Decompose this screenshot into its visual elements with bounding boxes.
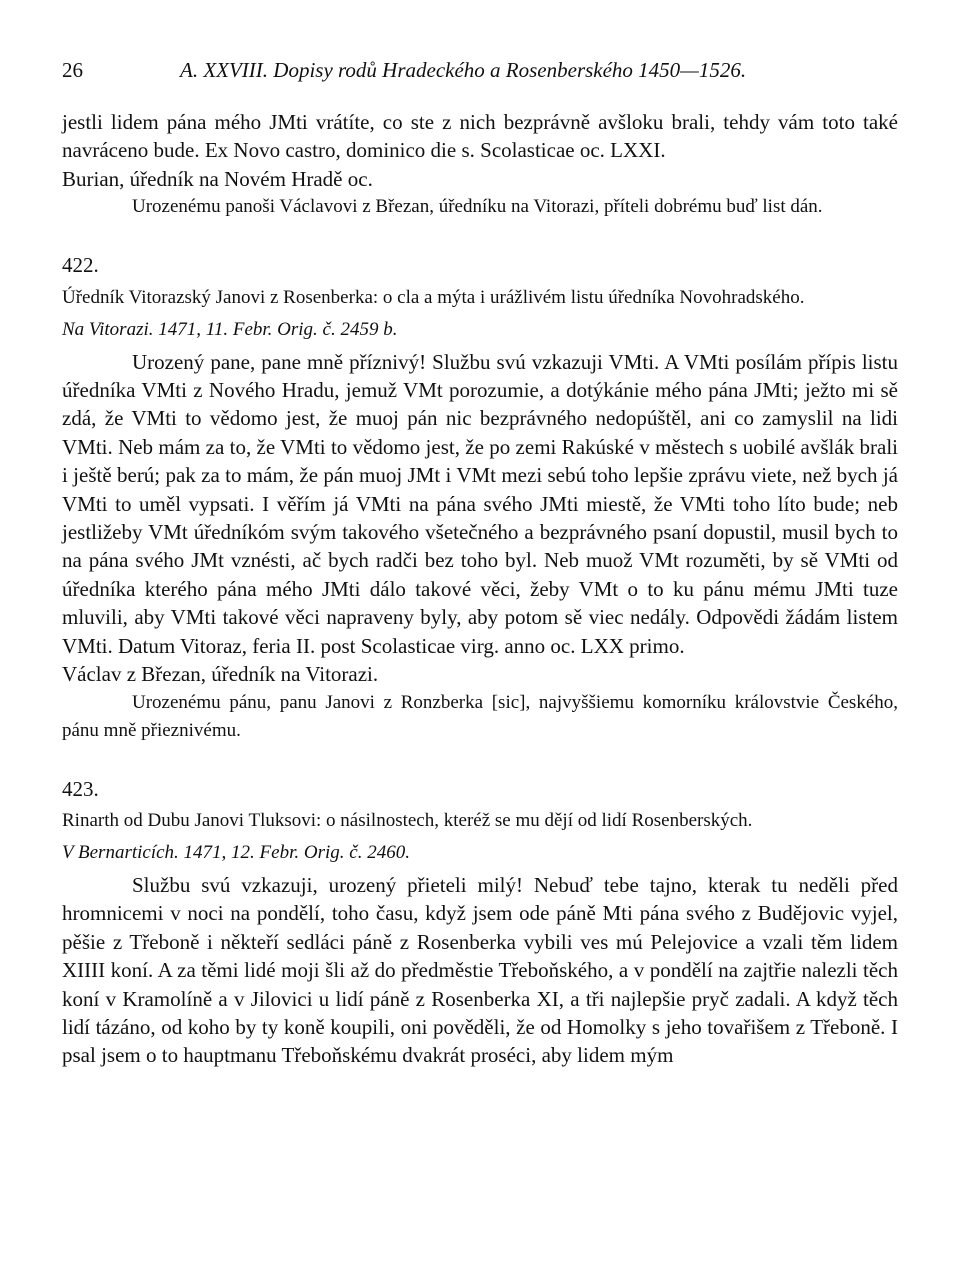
document-number-422: 422. (62, 253, 99, 278)
letter-421-text: jestli lidem pána mého JMti vrátíte, co ste z nich bezprávně avšloku brali, tehdy vám toto také navráceno bude. Ex Novo castro, dominico die s. Scolasticae oc. LXXI. (62, 110, 898, 163)
page-header (62, 58, 898, 84)
letter-423-text: Službu svú vzkazuji, urozený přieteli milý! Nebuď tebe tajno, kterak tu neděli před hromnicemi v noci na pondělí, toho času, když jsem ode páně Mti pána svého z Budějovic vyjel, pěšie z Třeboně i někteří sedláci páně z Rosenberka vybili ves mú Pelejovice a vzali těm lidem XIIII koní. A za těmi lidé moji šli až do předměstie Třeboňského, a v pondělí na zajtřie nalezli těch koní v Kramolíně a v Jilovici u lidí páně z Rosenberka XI, a tři najlepšie pryč zadali. A když těch lidí tázáno, od koho by ty koně koupili, oni pověděli, že od Homolky s jeho tovařišem z Třeboně. I psal jsem o to hauptmanu Třeboňskému dvakrát proséci, aby lidem mým (62, 872, 898, 1068)
running-title: A. XXVIII. Dopisy rodů Hradeckého a Rosenberského 1450—1526. (180, 58, 747, 82)
page-number: 26 (62, 58, 83, 82)
document-summary-423: Rinarth od Dubu Janovi Tluksovi: o násilnostech, kteréž se mu dějí od lidí Rosenberských. (62, 809, 753, 831)
document-number-423: 423. (62, 776, 99, 801)
letter-422-text: Urozený pane, pane mně příznivý! Službu svú vzkazuji VMti. A VMti posílám přípis listu úředníka VMti z Nového Hradu, jemuž VMt porozumie, a dotýkánie mého pána JMti; ježto mi sě zdá, že VMti to vědomo jest, že muoj pán nic bezprávného nedopúštěl, ani co zamyslil na lidi VMti. Neb mám za to, že VMti to vědomo jest, že po zemi Rakúské v městech s uobilé avšlák brali i ještě berú; pak za to mám, že pán muoj JMt i VMt mezi sebú toho lepšie zprávu viete, než bych já VMti to uměl vypsati. I věřím já VMti na pána svého JMti miestě, že VMti toho líto bude; neb jestližeby VMt úředníkóm svým takového všetečného a bezprávného psaní dopustil, musil bych to na pána svého JMt vznésti, ač bych radči bez toho byl. Neb muož VMt rozuměti, by sě VMti od úředníka kterého pána mého JMti dálo takové věci, žeby VMt o to ku pánu mému JMti tuze mluvili, aby VMti takové věci napraveny byly, aby potom sě viec nedály. Odpovědi žádám listem VMti. Datum Vitoraz, feria II. post Scolasticae virg. anno oc. LXX primo. (62, 349, 898, 658)
letter-422-signature: Václav z Březan, úředník na Vitorazi. (62, 662, 379, 687)
page-body (62, 108, 898, 1070)
letter-421-address: Urozenému panoši Václavovi z Březan, úředníku na Vitorazi, příteli dobrému buď list dán. (132, 196, 823, 218)
document-source-423: V Bernarticích. 1471, 12. Febr. Orig. č. 2460. (62, 841, 410, 863)
document-summary-422: Úředník Vitorazský Janovi z Rosenberka: o cla a mýta i urážlivém listu úředníka Novohradského. (62, 286, 805, 308)
letter-422-address: Urozenému pánu, panu Janovi z Ronzberka [sic], najvyššiemu komorníku královstvie Českého, pánu mně přieznivému. (62, 691, 898, 741)
document-source-422: Na Vitorazi. 1471, 11. Febr. Orig. č. 2459 b. (62, 318, 398, 340)
letter-421-signature: Burian, úředník na Novém Hradě oc. (62, 166, 373, 191)
